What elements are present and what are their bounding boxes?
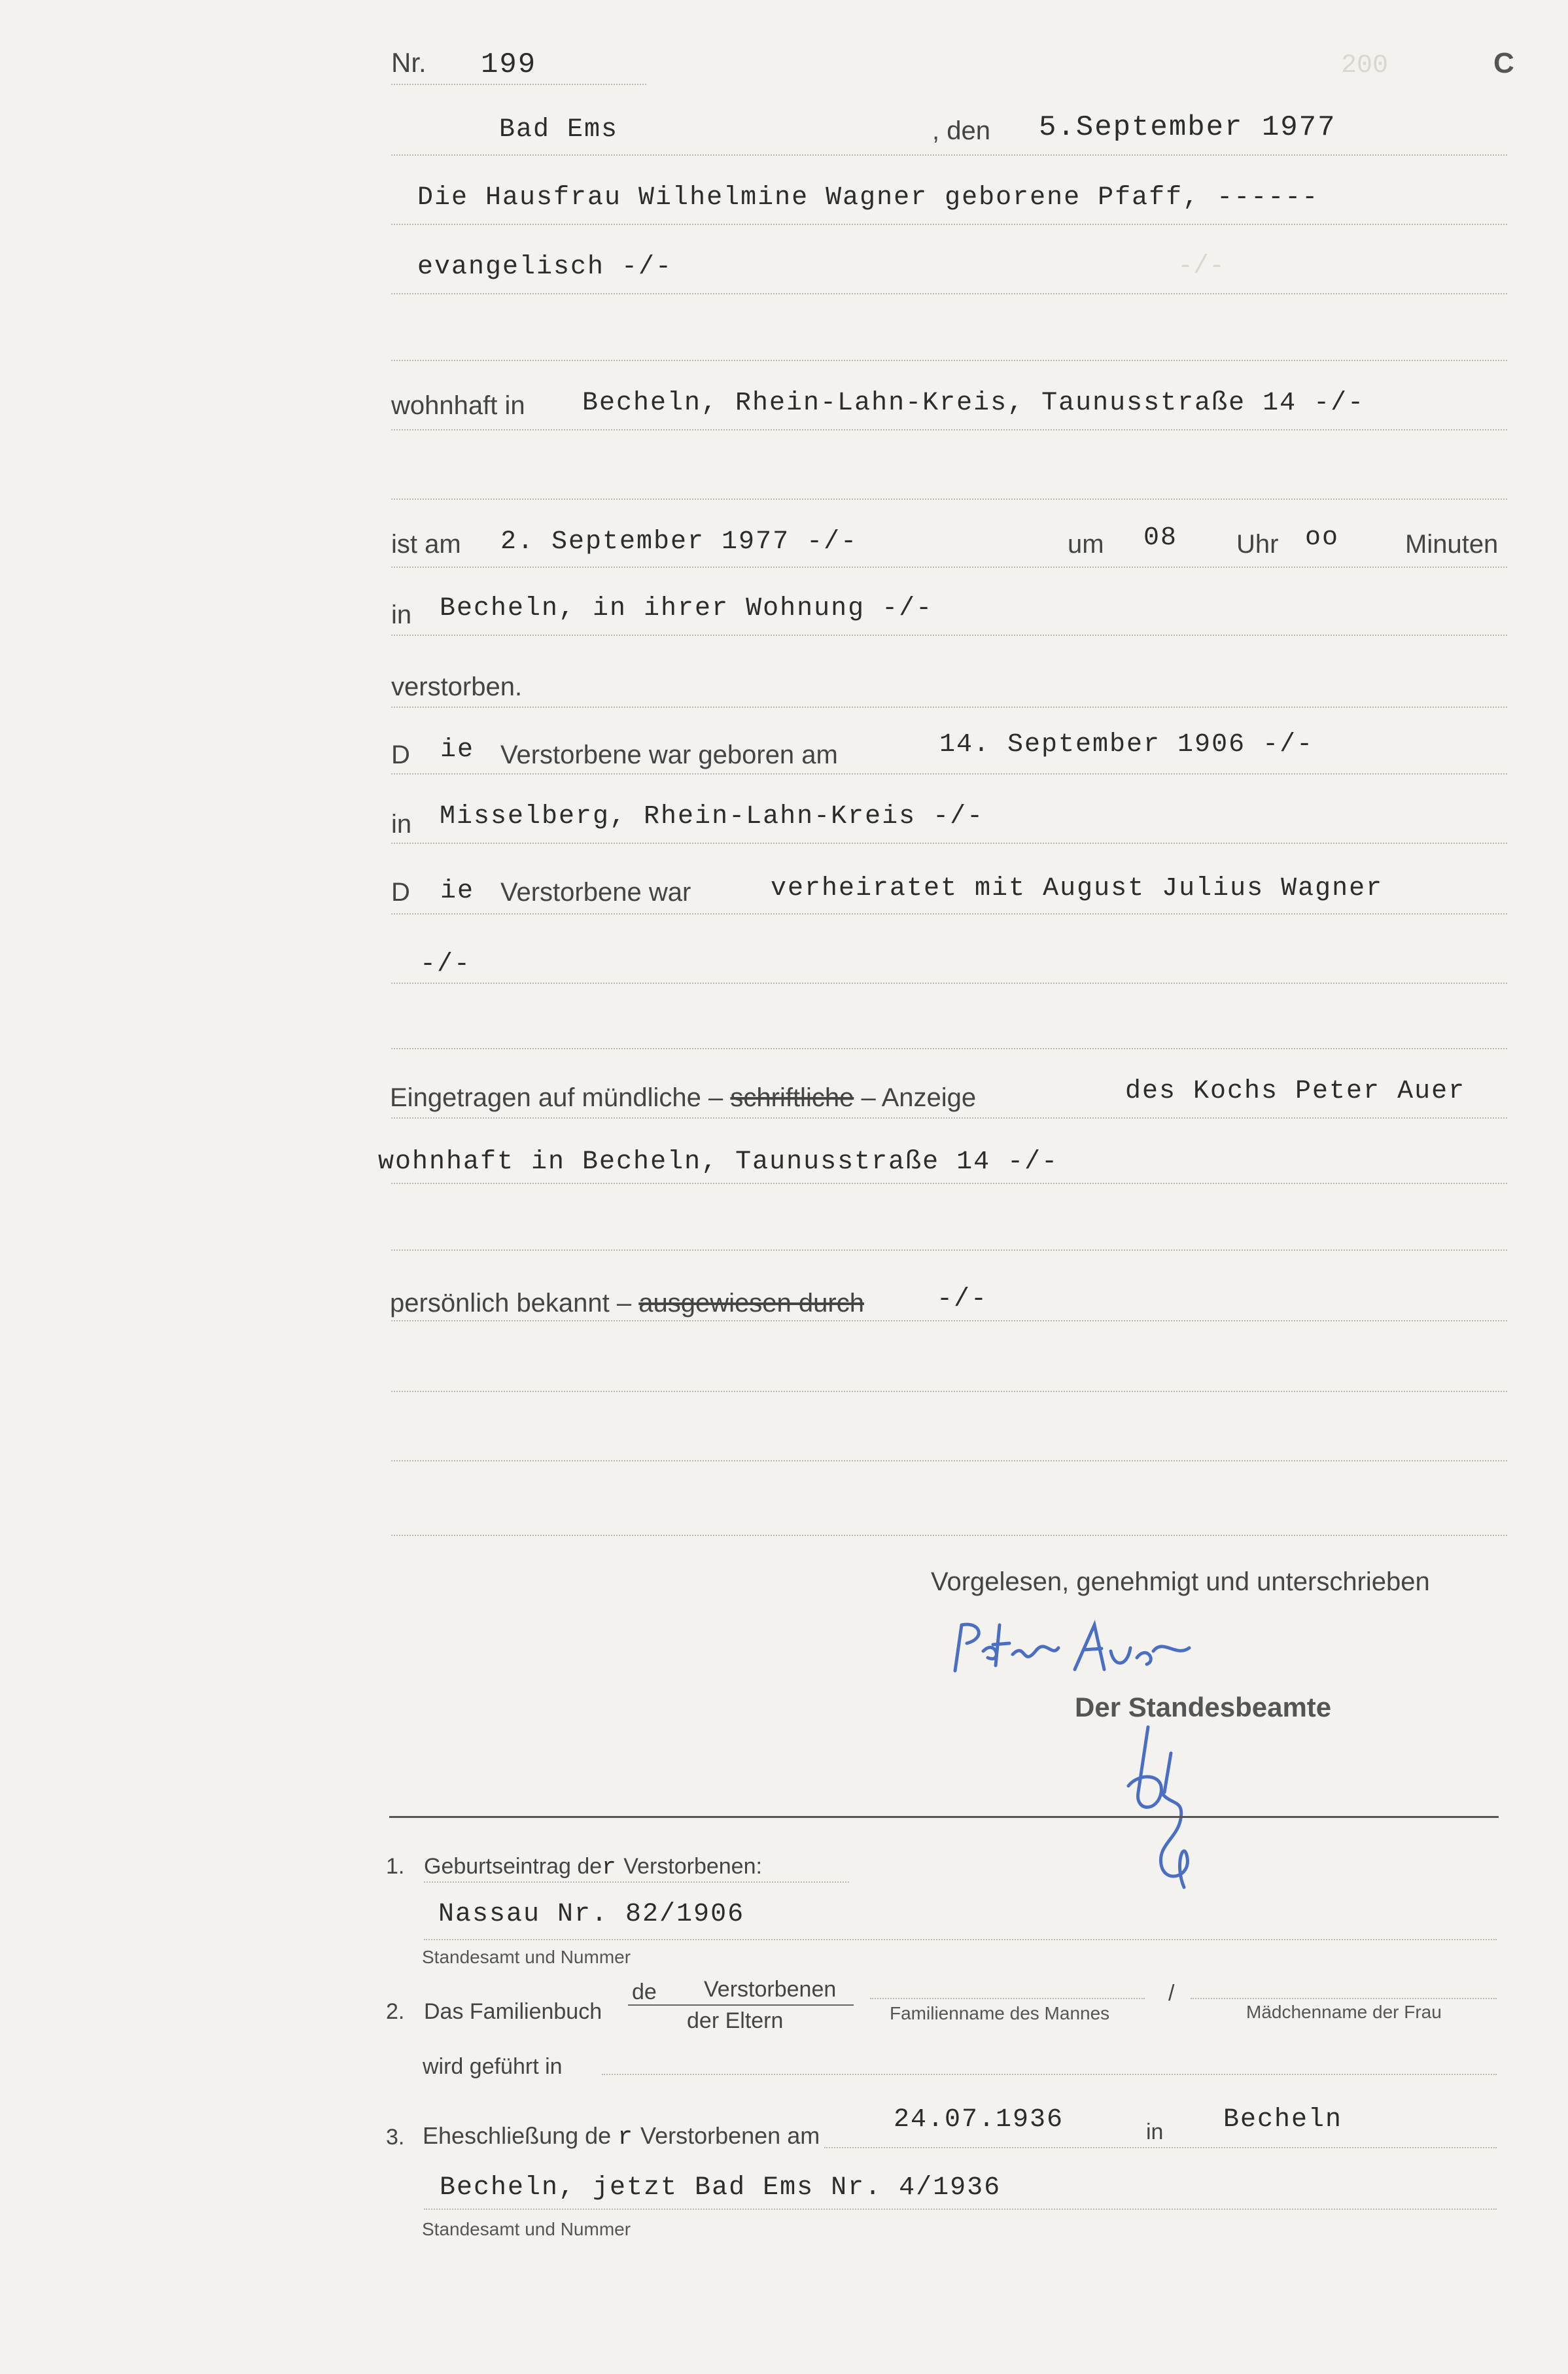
dotted-line xyxy=(391,635,1507,636)
dotted-line xyxy=(391,707,1507,708)
identity-label-struck: ausgewiesen durch xyxy=(638,1289,864,1318)
show-through-text: -/- xyxy=(1177,252,1225,281)
dotted-line xyxy=(391,983,1507,984)
birth-date: 14. September 1906 -/- xyxy=(939,730,1314,759)
death-place-label: in xyxy=(391,601,412,629)
deceased-line-2: evangelisch -/- xyxy=(417,253,673,282)
item1-number: 1. xyxy=(386,1854,405,1879)
dotted-line xyxy=(424,1939,1497,1940)
dotted-line xyxy=(391,1535,1507,1536)
dotted-line xyxy=(391,84,646,85)
identity-label-start: persönlich bekannt – xyxy=(390,1289,632,1318)
dotted-line xyxy=(391,1183,1507,1184)
marital-value: verheiratet mit August Julius Wagner xyxy=(771,874,1384,903)
den-label: , den xyxy=(932,116,990,145)
dotted-line xyxy=(824,2147,1497,2148)
fraction-bar xyxy=(628,2004,854,2006)
item2-slash: / xyxy=(1168,1981,1175,2006)
dotted-line xyxy=(391,1460,1507,1461)
identity-value: -/- xyxy=(937,1285,988,1314)
report-label-struck: schriftliche xyxy=(730,1083,854,1112)
dotted-line xyxy=(391,498,1507,500)
dotted-line xyxy=(424,2208,1497,2210)
dotted-line xyxy=(391,360,1507,361)
uhr-label: Uhr xyxy=(1236,530,1279,559)
birth-place: Misselberg, Rhein-Lahn-Kreis -/- xyxy=(440,802,984,831)
birth-d-letter: D xyxy=(391,741,410,769)
report-label-start: Eingetragen auf mündliche – xyxy=(390,1083,723,1112)
dotted-line xyxy=(391,1048,1507,1049)
item3-in-label: in xyxy=(1146,2120,1164,2144)
item3-number: 3. xyxy=(386,2125,405,2150)
item2-label: Das Familienbuch xyxy=(424,1999,602,2024)
dotted-line xyxy=(391,224,1507,225)
identity-label xyxy=(390,1289,864,1318)
report-label-end: – Anzeige xyxy=(861,1083,977,1112)
item2-wird-label: wird geführt in xyxy=(423,2054,563,2079)
marriage-place: Becheln xyxy=(1223,2105,1343,2135)
item2-husband-caption: Familienname des Mannes xyxy=(890,2003,1110,2023)
death-minute: oo xyxy=(1305,523,1340,553)
dotted-line xyxy=(391,1391,1507,1392)
item3-caption: Standesamt und Nummer xyxy=(422,2219,631,2239)
dotted-line xyxy=(391,773,1507,775)
corner-letter: C xyxy=(1493,47,1514,79)
birth-label: Verstorbene war geboren am xyxy=(500,741,838,769)
section-divider xyxy=(389,1816,1499,1818)
minuten-label: Minuten xyxy=(1405,530,1499,559)
dotted-line xyxy=(424,1881,849,1883)
birth-ie: ie xyxy=(440,735,475,765)
dotted-line xyxy=(391,567,1507,568)
marriage-date: 24.07.1936 xyxy=(894,2105,1064,2135)
registrar-label: Der Standesbeamte xyxy=(1075,1692,1332,1722)
item2-de: de xyxy=(632,1980,657,2004)
marital-label: Verstorbene war xyxy=(500,878,691,907)
death-place: Becheln, in ihrer Wohnung -/- xyxy=(440,594,933,623)
item2-wife-caption: Mädchenname der Frau xyxy=(1246,2002,1442,2022)
dotted-line xyxy=(391,1320,1507,1321)
death-date: 2. September 1977 -/- xyxy=(500,527,858,557)
nr-label: Nr. xyxy=(391,47,427,78)
report-value-2: wohnhaft in Becheln, Taunusstraße 14 -/- xyxy=(378,1147,1059,1177)
marital-d-letter: D xyxy=(391,878,410,907)
dotted-line xyxy=(602,2074,1497,2075)
marital-cont: -/- xyxy=(420,950,472,979)
residence-value: Becheln, Rhein-Lahn-Kreis, Taunusstraße 14 -/- xyxy=(582,389,1365,418)
dotted-line xyxy=(391,1117,1507,1119)
dotted-line xyxy=(391,429,1507,430)
deceased-line-1: Die Hausfrau Wilhelmine Wagner geborene Pfaff, ------ xyxy=(417,183,1319,213)
registrar-signature xyxy=(1099,1714,1217,1900)
item3-label: Eheschließung de r Verstorbenen am xyxy=(423,2122,820,2152)
item2-number: 2. xyxy=(386,1999,405,2024)
marital-ie: ie xyxy=(440,877,475,906)
item2-fraction-bottom: der Eltern xyxy=(687,2008,784,2033)
death-date-label: ist am xyxy=(391,530,461,559)
birth-place-label: in xyxy=(391,810,412,839)
registry-place: Bad Ems xyxy=(499,115,619,145)
report-label xyxy=(390,1083,976,1113)
dotted-line xyxy=(391,293,1507,294)
read-approved-label: Vorgelesen, genehmigt und unterschrieben xyxy=(931,1567,1430,1596)
dotted-line xyxy=(391,843,1507,844)
residence-label: wohnhaft in xyxy=(391,391,525,420)
verstorben-label: verstorben. xyxy=(391,672,523,701)
item3-value: Becheln, jetzt Bad Ems Nr. 4/1936 xyxy=(440,2173,1002,2203)
item1-caption: Standesamt und Nummer xyxy=(422,1947,631,1967)
report-value-1: des Kochs Peter Auer xyxy=(1125,1077,1466,1106)
death-hour: 08 xyxy=(1143,523,1178,553)
record-number: 199 xyxy=(481,48,537,81)
show-through-text: 200 xyxy=(1341,51,1389,80)
item2-fraction-top: Verstorbenen xyxy=(704,1977,837,2002)
dotted-line xyxy=(391,154,1507,156)
dotted-line xyxy=(870,1998,1145,1999)
item1-label: Geburtseintrag der Verstorbenen: xyxy=(424,1854,762,1881)
dotted-line xyxy=(391,913,1507,915)
um-label: um xyxy=(1068,530,1104,559)
registry-date: 5.September 1977 xyxy=(1039,111,1336,144)
item1-value: Nassau Nr. 82/1906 xyxy=(438,1900,745,1929)
dotted-line xyxy=(391,1249,1507,1251)
dotted-line xyxy=(1191,1998,1497,1999)
